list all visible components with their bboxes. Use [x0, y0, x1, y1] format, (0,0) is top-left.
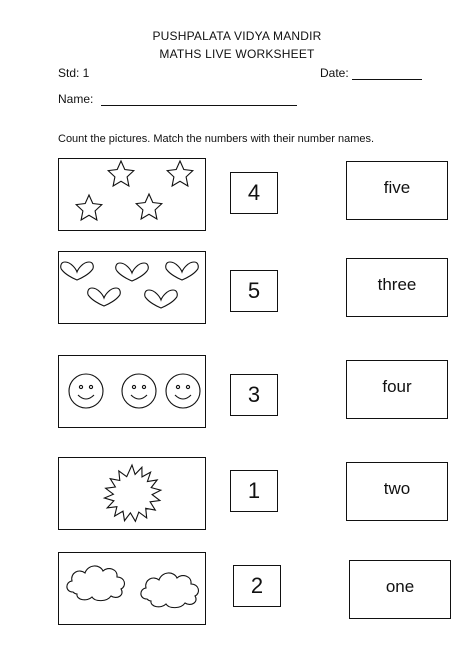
number-name-box-one[interactable]: one: [349, 560, 451, 619]
std-label: Std: 1: [58, 66, 90, 80]
heart-icon: [88, 288, 120, 306]
number-box-4[interactable]: 4: [230, 172, 278, 214]
clouds-picture: [59, 553, 205, 624]
hearts-picture: [59, 252, 205, 323]
smiley-icon: [69, 374, 103, 408]
stars-picture: [59, 159, 205, 230]
school-name: PUSHPALATA VIDYA MANDIR: [152, 29, 322, 43]
sun-picture: [59, 458, 205, 529]
name-blank-line[interactable]: [101, 93, 297, 106]
star-icon: [136, 194, 162, 219]
number-box-3[interactable]: 3: [230, 374, 278, 416]
worksheet-title: MATHS LIVE WORKSHEET: [159, 47, 315, 61]
smiley-icon: [166, 374, 200, 408]
picture-box-stars: [58, 158, 206, 231]
star-icon: [167, 161, 193, 186]
number-box-5[interactable]: 5: [230, 270, 278, 312]
picture-box-clouds: [58, 552, 206, 625]
picture-box-hearts: [58, 251, 206, 324]
sun-icon: [104, 465, 160, 521]
date-blank-line[interactable]: [352, 67, 422, 80]
heart-icon: [166, 262, 198, 280]
cloud-icon: [141, 573, 199, 608]
number-name-box-three[interactable]: three: [346, 258, 448, 317]
date-field[interactable]: [320, 66, 422, 80]
date-label: Date:: [320, 66, 349, 80]
cloud-icon: [67, 566, 125, 601]
star-icon: [76, 195, 102, 220]
heart-icon: [116, 263, 148, 281]
instruction-text: Count the pictures. Match the numbers with their number names.: [58, 133, 375, 145]
number-name-box-five[interactable]: five: [346, 161, 448, 220]
number-name-box-two[interactable]: two: [346, 462, 448, 521]
star-icon: [108, 161, 134, 186]
picture-box-sun: [58, 457, 206, 530]
smiley-icon: [122, 374, 156, 408]
number-box-2[interactable]: 2: [233, 565, 281, 607]
name-label: Name:: [58, 92, 94, 106]
number-name-box-four[interactable]: four: [346, 360, 448, 419]
heart-icon: [61, 262, 93, 280]
picture-box-smileys: [58, 355, 206, 428]
number-box-1[interactable]: 1: [230, 470, 278, 512]
heart-icon: [145, 290, 177, 308]
name-field[interactable]: [58, 92, 297, 106]
smileys-picture: [59, 356, 205, 427]
